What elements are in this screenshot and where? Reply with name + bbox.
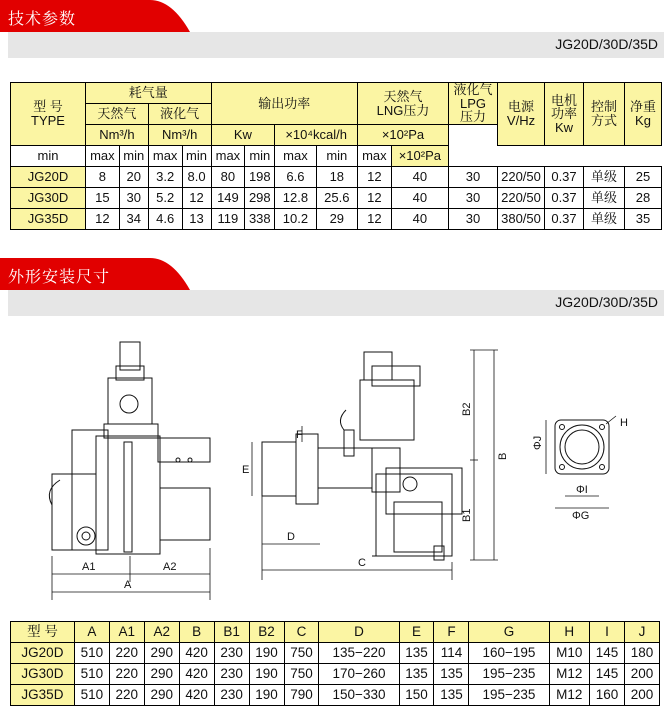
spec-value-cell: 5.2	[148, 188, 182, 209]
header-motor-2: 功率	[550, 106, 577, 122]
header-natgas: 天然气	[86, 104, 149, 125]
section-header-dimensions	[0, 258, 664, 316]
spec-value-cell: 单级	[584, 188, 625, 209]
unit-nm3h-natgas: Nm³/h	[86, 125, 149, 146]
unit-nm3h-lpg: Nm³/h	[148, 125, 211, 146]
header-control	[584, 83, 625, 146]
dimension-row	[11, 643, 660, 664]
dim-label-F: F	[296, 429, 303, 441]
dimension-value-cell: 290	[144, 664, 179, 685]
header-lpg	[449, 83, 498, 125]
spec-value-cell: 40	[391, 188, 448, 209]
dimension-value-cell: 170−260	[319, 664, 399, 685]
header-model-cn: 型 号	[33, 99, 63, 115]
spec-value-cell: 80	[211, 167, 245, 188]
dimension-value-cell: 190	[249, 643, 284, 664]
minmax-cell: max	[86, 146, 120, 167]
header-weight-1: 净重	[629, 99, 656, 115]
dimension-value-cell: 180	[624, 643, 659, 664]
minmax-cell: min	[182, 146, 211, 167]
spec-value-cell: 338	[245, 209, 275, 230]
spec-value-cell: 198	[245, 167, 275, 188]
unit-kw: Kw	[211, 125, 275, 146]
minmax-cell: min	[119, 146, 148, 167]
spec-value-cell: 119	[211, 209, 245, 230]
dimension-header-cell: C	[284, 622, 319, 643]
dimension-row	[11, 664, 660, 685]
dimension-header-cell: A1	[109, 622, 144, 643]
spec-rows	[11, 167, 662, 230]
spec-value-cell: 30	[449, 209, 498, 230]
header-lpg-gas: 液化气	[148, 104, 211, 125]
header-output: 输出功率	[211, 83, 357, 125]
spec-row	[11, 188, 662, 209]
minmax-row	[11, 146, 662, 167]
header-weight	[625, 83, 662, 146]
header-control-1: 控制	[590, 99, 617, 115]
header-control-2: 方式	[590, 113, 617, 128]
header-lng-1: 天然气	[383, 88, 423, 104]
spec-value-cell: 单级	[584, 167, 625, 188]
dimension-value-cell: 750	[284, 664, 319, 685]
dim-label-H: H	[620, 417, 628, 429]
header-lng	[357, 83, 448, 125]
minmax-cell: max	[275, 146, 316, 167]
spec-value-cell: 220/50	[498, 188, 545, 209]
dimension-value-cell: 220	[109, 664, 144, 685]
header-motor-3: Kw	[554, 119, 574, 135]
dim-label-C: C	[358, 557, 366, 569]
dimension-value-cell: 230	[214, 685, 249, 706]
dimension-value-cell: 195−235	[469, 664, 549, 685]
minmax-cell: max	[211, 146, 245, 167]
spec-value-cell: 25	[625, 167, 662, 188]
spec-value-cell: 30	[119, 188, 148, 209]
spec-value-cell: 8.0	[182, 167, 211, 188]
spec-value-cell: 0.37	[545, 167, 584, 188]
installation-drawing	[0, 330, 664, 610]
dimension-value-cell: 160	[590, 685, 625, 706]
spec-value-cell: 28	[625, 188, 662, 209]
dim-label-phi-G: ΦG	[572, 510, 590, 522]
dimension-value-cell: 420	[179, 685, 214, 706]
dimension-value-cell: 160−195	[469, 643, 549, 664]
dimension-value-cell: 290	[144, 685, 179, 706]
dim-label-A2: A2	[163, 561, 177, 573]
spec-value-cell: 0.37	[545, 188, 584, 209]
spec-value-cell: 29	[316, 209, 357, 230]
section-header-specs	[0, 0, 664, 58]
dimension-header-cell: H	[549, 622, 589, 643]
dim-label-A1: A1	[82, 561, 96, 573]
dimension-value-cell: 190	[249, 664, 284, 685]
spec-value-cell: 18	[316, 167, 357, 188]
unit-lng-pressure: ×10²Pa	[357, 125, 448, 146]
dimension-value-cell: 135−220	[319, 643, 399, 664]
dimension-value-cell: M12	[549, 685, 589, 706]
dimension-value-cell: 220	[109, 643, 144, 664]
spec-table	[10, 82, 662, 230]
unit-kcal: ×10⁴kcal/h	[275, 125, 358, 146]
minmax-cell: max	[148, 146, 182, 167]
spec-value-cell: 298	[245, 188, 275, 209]
spec-model-cell: JG20D	[11, 167, 86, 188]
front-view-dimensions	[52, 548, 210, 600]
dimension-value-cell: M12	[549, 664, 589, 685]
header-power-2: V/Hz	[506, 113, 536, 128]
dimension-value-cell: 790	[284, 685, 319, 706]
header-motor-1: 电机	[550, 92, 577, 108]
dimension-value-cell: 510	[74, 685, 109, 706]
spec-value-cell: 6.6	[275, 167, 316, 188]
header-weight-2: Kg	[635, 113, 651, 128]
section-model: JG20D/30D/35D	[555, 294, 658, 310]
dimension-header-cell: 型 号	[11, 622, 75, 643]
dimension-value-cell: 195−235	[469, 685, 549, 706]
spec-model-cell: JG35D	[11, 209, 86, 230]
dimension-header-cell: D	[319, 622, 399, 643]
spec-value-cell: 380/50	[498, 209, 545, 230]
dimension-model-cell: JG20D	[11, 643, 75, 664]
dimension-value-cell: 230	[214, 664, 249, 685]
spec-value-cell: 12	[357, 188, 391, 209]
dimension-value-cell: 750	[284, 643, 319, 664]
header-lpg-3: 压力	[459, 109, 486, 125]
header-power	[498, 83, 545, 146]
dimension-value-cell: 114	[434, 643, 469, 664]
side-view-dimensions	[252, 350, 498, 580]
minmax-cell: max	[357, 146, 391, 167]
spec-value-cell: 13	[182, 209, 211, 230]
dimension-value-cell: 420	[179, 664, 214, 685]
dimension-value-cell: 200	[624, 664, 659, 685]
spec-value-cell: 15	[86, 188, 120, 209]
dimension-value-cell: 510	[74, 643, 109, 664]
spec-value-cell: 149	[211, 188, 245, 209]
dimension-value-cell: 135	[434, 664, 469, 685]
dimension-value-cell: M10	[549, 643, 589, 664]
spec-value-cell: 3.2	[148, 167, 182, 188]
dimension-value-cell: 220	[109, 685, 144, 706]
header-consumption: 耗气量	[86, 83, 212, 104]
dimension-model-cell: JG35D	[11, 685, 75, 706]
spec-value-cell: 12	[357, 167, 391, 188]
dimension-header-cell: B1	[214, 622, 249, 643]
dimension-value-cell: 145	[590, 664, 625, 685]
dimension-table	[10, 621, 660, 706]
section-model: JG20D/30D/35D	[555, 36, 658, 52]
section-title: 技术参数	[8, 9, 77, 28]
dimension-value-cell: 230	[214, 643, 249, 664]
header-model-en: TYPE	[31, 113, 65, 128]
spec-value-cell: 40	[391, 167, 448, 188]
front-view	[49, 342, 210, 554]
dimension-value-cell: 150−330	[319, 685, 399, 706]
dimension-header-cell: F	[434, 622, 469, 643]
spec-value-cell: 8	[86, 167, 120, 188]
header-lpg-1: 液化气	[453, 82, 493, 98]
dim-label-B1: B1	[461, 508, 473, 522]
dimension-header-cell: E	[399, 622, 434, 643]
spec-value-cell: 12	[357, 209, 391, 230]
spec-value-cell: 20	[119, 167, 148, 188]
header-motor	[545, 83, 584, 146]
unit-lpg-pressure: ×10²Pa	[391, 146, 448, 167]
spec-value-cell: 30	[449, 167, 498, 188]
spec-row	[11, 209, 662, 230]
dim-label-A: A	[124, 579, 132, 591]
spec-value-cell: 25.6	[316, 188, 357, 209]
minmax-cell: min	[11, 146, 86, 167]
dim-label-E: E	[242, 464, 250, 476]
spec-value-cell: 30	[449, 188, 498, 209]
dimension-header-cell: B2	[249, 622, 284, 643]
minmax-cell: min	[316, 146, 357, 167]
dimension-value-cell: 200	[624, 685, 659, 706]
spec-value-cell: 12	[86, 209, 120, 230]
header-model	[11, 83, 86, 146]
dimension-value-cell: 190	[249, 685, 284, 706]
dim-label-phi-J: ΦJ	[532, 435, 544, 450]
spec-row	[11, 167, 662, 188]
dimension-header-cell: G	[469, 622, 549, 643]
spec-value-cell: 220/50	[498, 167, 545, 188]
spec-value-cell: 4.6	[148, 209, 182, 230]
spec-value-cell: 单级	[584, 209, 625, 230]
header-lpg-2: LPG	[459, 95, 486, 111]
dim-label-B: B	[497, 452, 509, 460]
spec-value-cell: 35	[625, 209, 662, 230]
spec-model-cell: JG30D	[11, 188, 86, 209]
header-lng-2: LNG压力	[376, 102, 430, 118]
spec-value-cell: 34	[119, 209, 148, 230]
spec-value-cell: 12	[182, 188, 211, 209]
dimension-value-cell: 290	[144, 643, 179, 664]
spec-value-cell: 10.2	[275, 209, 316, 230]
dimension-header-cell: A	[74, 622, 109, 643]
dimension-model-cell: JG30D	[11, 664, 75, 685]
spec-value-cell: 40	[391, 209, 448, 230]
dim-label-B2: B2	[461, 402, 473, 416]
dimension-value-cell: 150	[399, 685, 434, 706]
dimension-value-cell: 510	[74, 664, 109, 685]
dimension-row	[11, 685, 660, 706]
dimension-header-cell: J	[624, 622, 659, 643]
minmax-cell: min	[245, 146, 275, 167]
dimension-header-cell: I	[590, 622, 625, 643]
dimension-value-cell: 135	[399, 664, 434, 685]
header-power-1: 电源	[507, 99, 534, 115]
dimension-value-cell: 145	[590, 643, 625, 664]
dimension-value-cell: 135	[434, 685, 469, 706]
dimension-rows	[11, 643, 660, 706]
spec-value-cell: 12.8	[275, 188, 316, 209]
dim-label-phi-I: ΦI	[576, 484, 588, 496]
dim-label-D: D	[287, 531, 295, 543]
dimension-header-cell: A2	[144, 622, 179, 643]
dimension-header-cell: B	[179, 622, 214, 643]
spec-value-cell: 0.37	[545, 209, 584, 230]
dimension-value-cell: 420	[179, 643, 214, 664]
dimension-value-cell: 135	[399, 643, 434, 664]
flange-view	[555, 420, 609, 474]
section-title: 外形安装尺寸	[8, 267, 111, 286]
dimension-header-row	[11, 622, 660, 643]
side-view	[262, 352, 462, 560]
